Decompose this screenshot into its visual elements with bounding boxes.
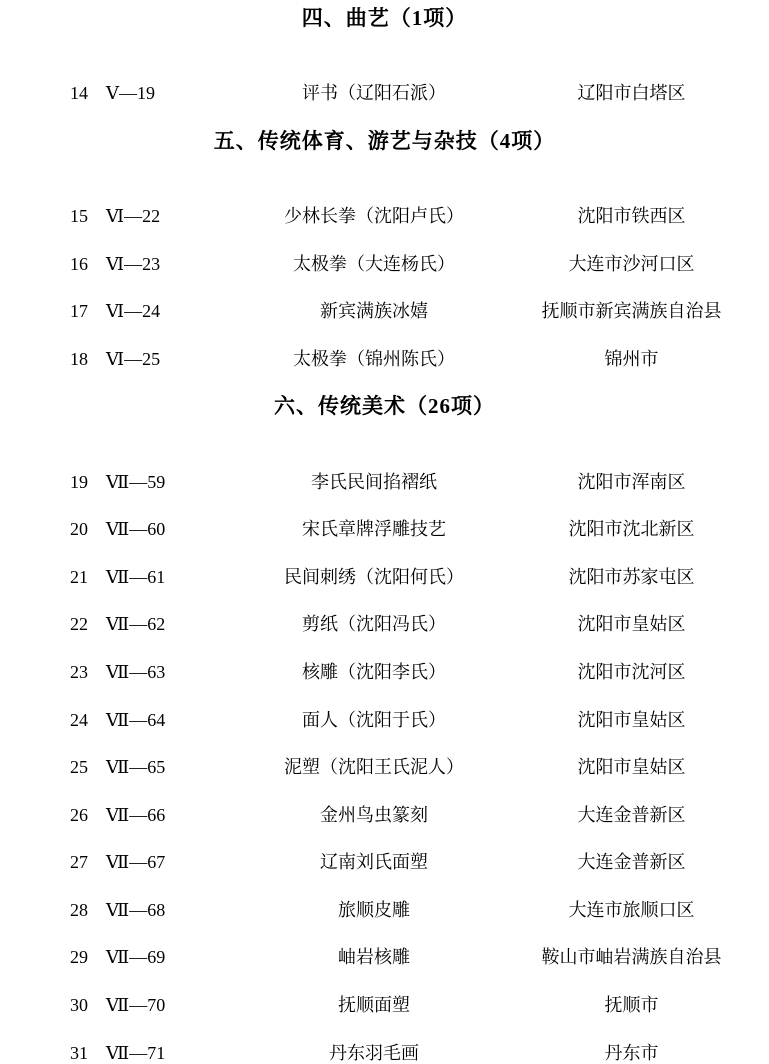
- row-region: 沈阳市皇姑区: [577, 757, 686, 778]
- table-row: [30, 710, 739, 732]
- row-code: Ⅶ—59: [106, 471, 166, 492]
- row-number: 23: [70, 661, 88, 682]
- row-number: 14: [70, 83, 88, 104]
- row-number: 28: [70, 899, 88, 920]
- row-code: Ⅶ—65: [106, 757, 166, 778]
- row-number: 20: [70, 519, 88, 540]
- row-name: 核雕（沈阳李氏）: [302, 661, 446, 682]
- table-row: [30, 995, 739, 1017]
- row-code: Ⅶ—60: [106, 519, 166, 540]
- row-name: 李氏民间掐褶纸: [311, 471, 437, 492]
- row-code: Ⅶ—62: [106, 614, 166, 635]
- row-region: 大连市沙河口区: [568, 253, 695, 274]
- row-code: Ⅶ—67: [106, 852, 166, 873]
- row-region: 沈阳市沈河区: [577, 661, 686, 682]
- row-name: 剪纸（沈阳冯氏）: [302, 614, 446, 635]
- table-row: [30, 301, 739, 323]
- table-row: [30, 567, 739, 589]
- row-code: Ⅵ—23: [106, 253, 161, 274]
- row-region: 抚顺市: [604, 995, 659, 1016]
- table-row: [30, 662, 739, 684]
- table-row: [30, 1043, 739, 1064]
- row-number: 24: [70, 709, 88, 730]
- row-number: 30: [70, 995, 88, 1016]
- row-name: 太极拳（锦州陈氏）: [293, 348, 455, 369]
- section-heading-block: [30, 129, 739, 154]
- row-name: 评书（辽阳石派）: [302, 83, 446, 104]
- row-number: 17: [70, 301, 88, 322]
- row-name: 丹东羽毛画: [329, 1042, 419, 1063]
- row-number: 22: [70, 614, 88, 635]
- row-code: Ⅶ—66: [106, 804, 166, 825]
- table-row: [30, 83, 739, 105]
- table-row: [30, 472, 739, 494]
- row-name: 太极拳（大连杨氏）: [293, 253, 455, 274]
- row-code: Ⅶ—63: [106, 661, 166, 682]
- row-region: 沈阳市铁西区: [577, 205, 686, 226]
- row-region: 沈阳市苏家屯区: [568, 566, 695, 587]
- row-name: 新宾满族冰嬉: [320, 301, 428, 322]
- row-region: 鞍山市岫岩满族自治县: [541, 947, 722, 968]
- section-heading-block: [30, 6, 739, 31]
- section-heading: 五、传统体育、游艺与杂技（4项）: [213, 128, 556, 153]
- table-row: [30, 757, 739, 779]
- row-number: 15: [70, 205, 88, 226]
- section-heading: 四、曲艺（1项）: [301, 6, 468, 30]
- table-row: [30, 900, 739, 922]
- table-row: [30, 852, 739, 874]
- row-region: 大连市旅顺口区: [568, 899, 695, 920]
- row-number: 19: [70, 471, 88, 492]
- row-code: Ⅶ—64: [106, 709, 166, 730]
- row-number: 26: [70, 804, 88, 825]
- row-name: 岫岩核雕: [338, 947, 410, 968]
- row-number: 25: [70, 757, 88, 778]
- row-number: 16: [70, 253, 88, 274]
- table-row: [30, 805, 739, 827]
- row-code: Ⅶ—70: [106, 995, 166, 1016]
- row-code: Ⅶ—61: [106, 566, 166, 587]
- table-row: [30, 947, 739, 969]
- row-number: 18: [70, 348, 88, 369]
- table-row: [30, 206, 739, 228]
- row-region: 沈阳市皇姑区: [577, 614, 686, 635]
- row-code: Ⅵ—25: [106, 348, 161, 369]
- row-number: 29: [70, 947, 88, 968]
- row-region: 沈阳市沈北新区: [568, 519, 695, 540]
- row-region: 辽阳市白塔区: [577, 83, 686, 104]
- row-region: 丹东市: [604, 1042, 659, 1063]
- table-row: [30, 614, 739, 636]
- row-name: 宋氏章牌浮雕技艺: [302, 519, 446, 540]
- row-name: 旅顺皮雕: [338, 899, 410, 920]
- row-code: Ⅵ—22: [106, 205, 161, 226]
- row-region: 大连金普新区: [577, 852, 686, 873]
- row-code: Ⅴ—19: [106, 83, 155, 104]
- row-name: 辽南刘氏面塑: [320, 852, 428, 873]
- row-code: Ⅶ—69: [106, 947, 166, 968]
- row-number: 27: [70, 852, 88, 873]
- row-region: 大连金普新区: [577, 804, 686, 825]
- row-name: 面人（沈阳于氏）: [302, 709, 446, 730]
- row-region: 锦州市: [604, 348, 659, 369]
- row-code: Ⅵ—24: [106, 301, 161, 322]
- row-region: 沈阳市皇姑区: [577, 709, 686, 730]
- row-name: 抚顺面塑: [338, 995, 410, 1016]
- row-name: 民间刺绣（沈阳何氏）: [284, 566, 464, 587]
- table-row: [30, 519, 739, 541]
- section-heading-block: [30, 394, 739, 419]
- table-row: [30, 254, 739, 276]
- row-name: 少林长拳（沈阳卢氏）: [284, 205, 464, 226]
- row-region: 沈阳市浑南区: [577, 471, 686, 492]
- row-number: 21: [70, 566, 88, 587]
- section-heading: 六、传统美术（26项）: [274, 394, 495, 419]
- row-code: Ⅶ—68: [106, 899, 166, 920]
- row-region: 抚顺市新宾满族自治县: [541, 301, 722, 322]
- row-name: 泥塑（沈阳王氏泥人）: [284, 757, 464, 778]
- table-row: [30, 349, 739, 371]
- row-number: 31: [70, 1042, 88, 1063]
- row-code: Ⅶ—71: [106, 1042, 166, 1063]
- row-name: 金州鸟虫篆刻: [320, 804, 428, 825]
